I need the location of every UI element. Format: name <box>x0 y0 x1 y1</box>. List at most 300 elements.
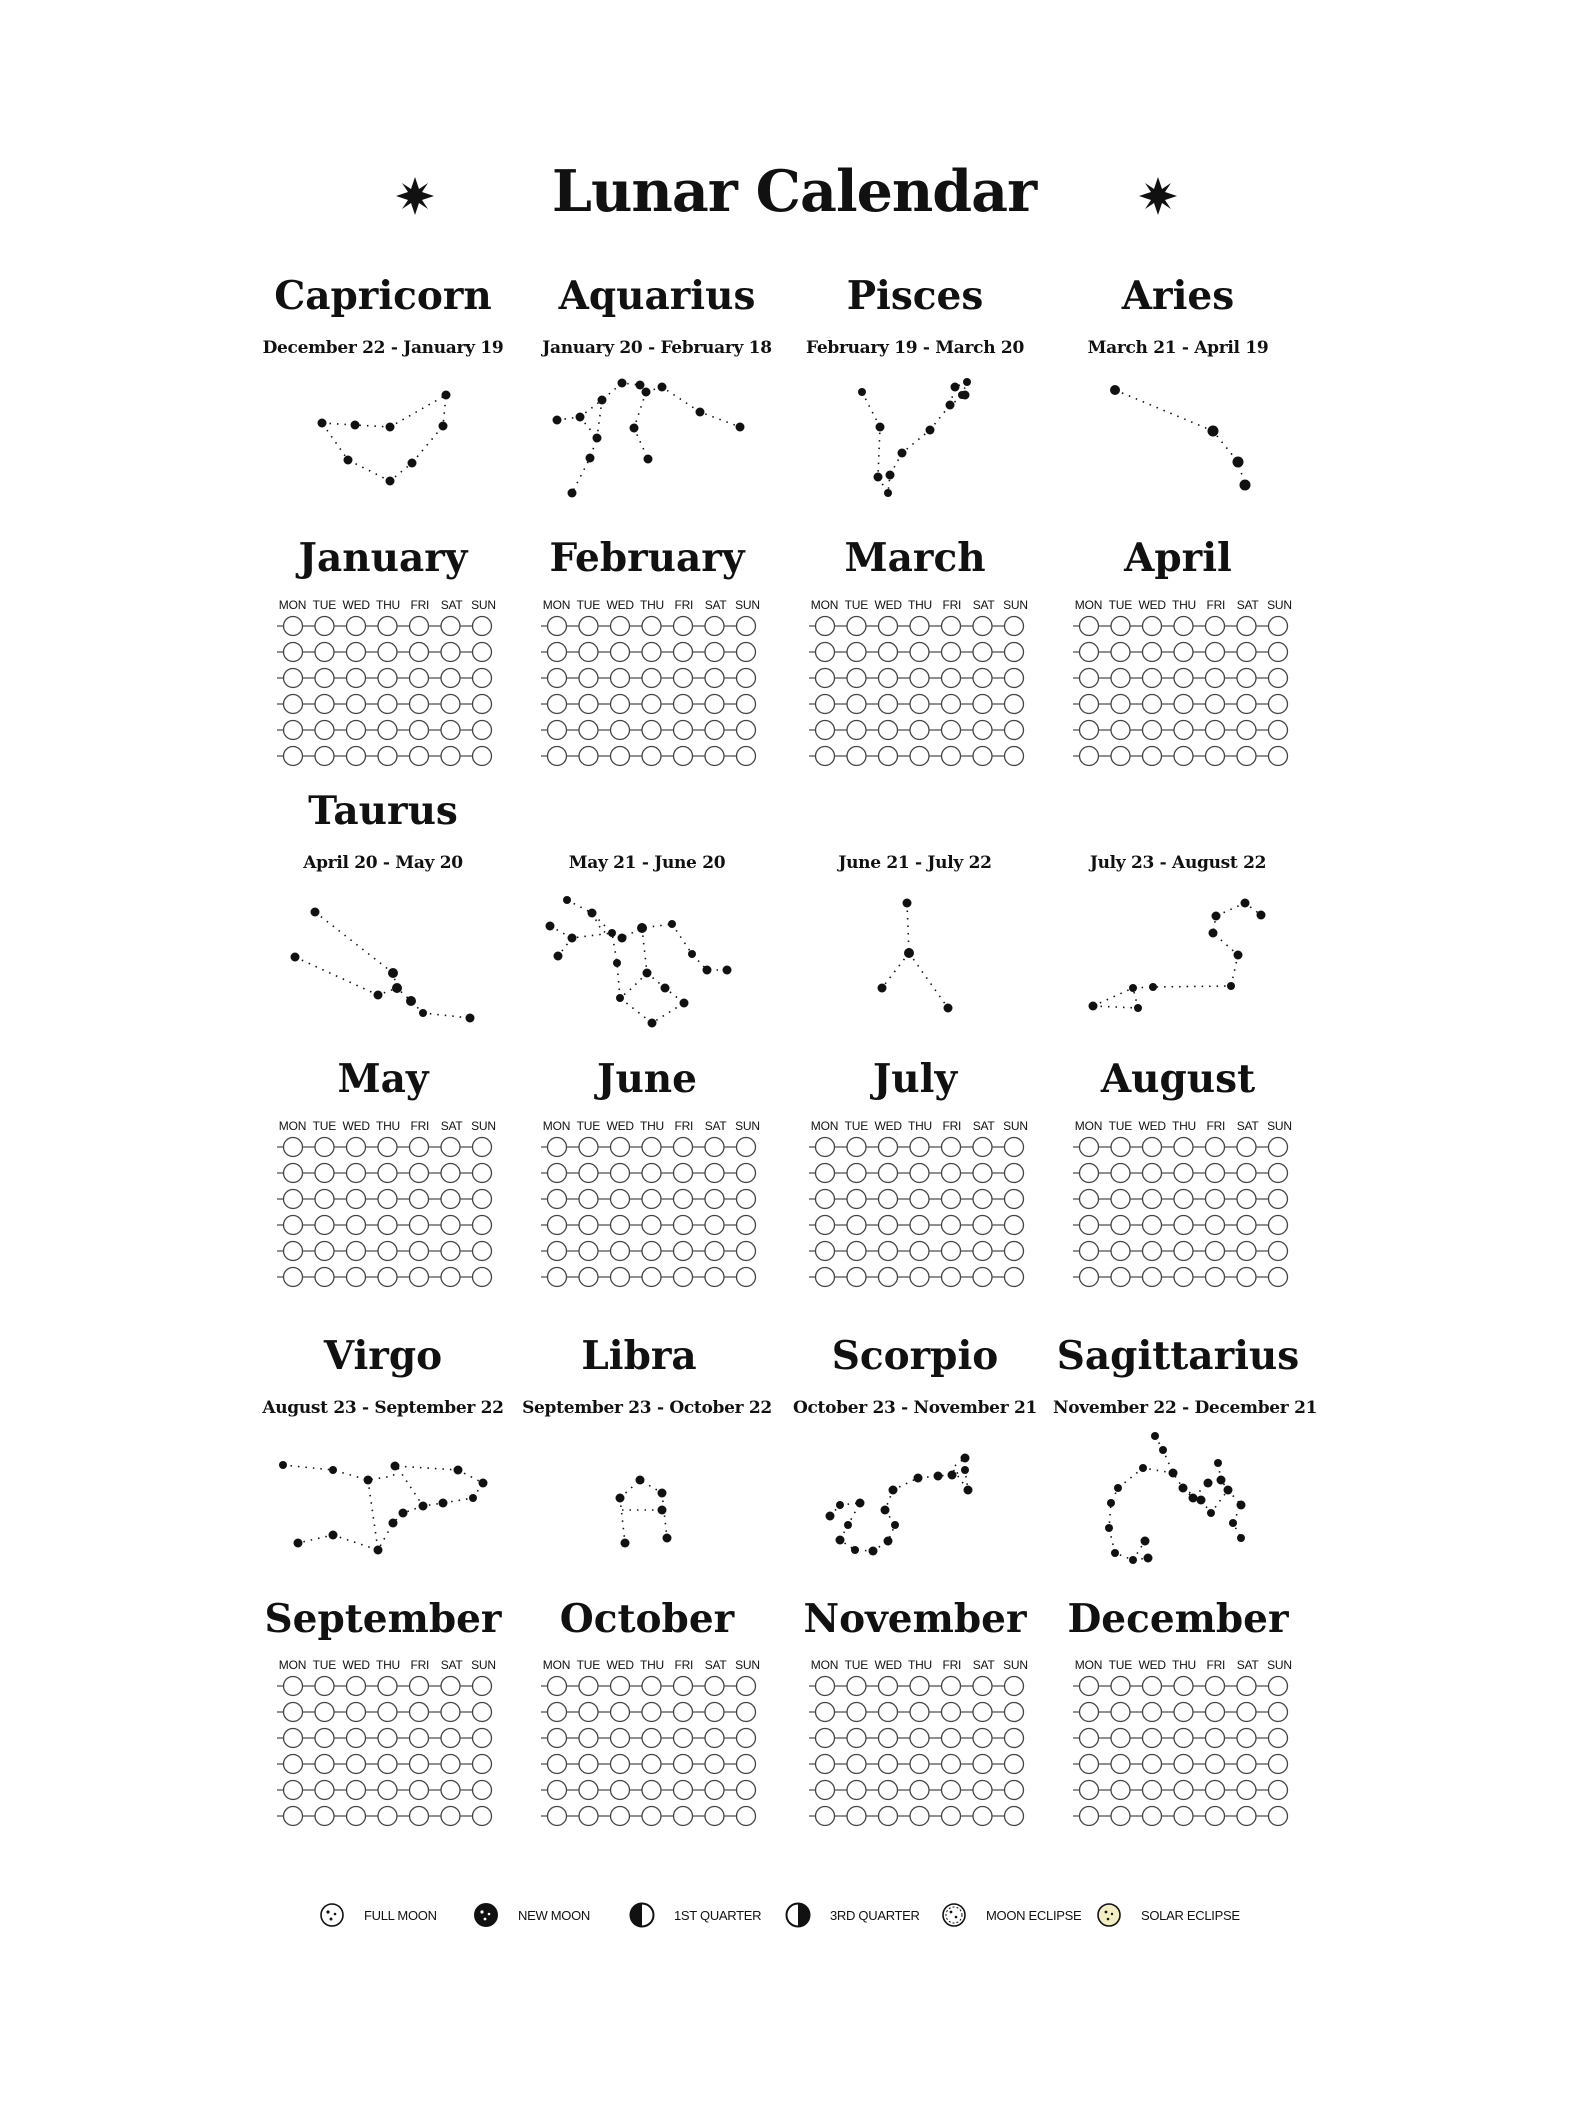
day-circle[interactable] <box>674 1755 693 1774</box>
day-circle[interactable] <box>1237 1807 1256 1826</box>
day-circle[interactable] <box>1206 643 1225 662</box>
day-circle[interactable] <box>816 1268 835 1287</box>
day-circle[interactable] <box>910 643 929 662</box>
day-circle[interactable] <box>473 669 492 688</box>
day-circle[interactable] <box>705 1242 724 1261</box>
day-circle[interactable] <box>611 643 630 662</box>
day-circle[interactable] <box>347 617 366 636</box>
day-circle[interactable] <box>674 1216 693 1235</box>
day-circle[interactable] <box>611 1677 630 1696</box>
day-circle[interactable] <box>284 643 303 662</box>
day-circle[interactable] <box>1269 1216 1288 1235</box>
day-circle[interactable] <box>347 1807 366 1826</box>
day-circle[interactable] <box>1111 1729 1130 1748</box>
day-circle[interactable] <box>441 1268 460 1287</box>
day-circle[interactable] <box>579 1729 598 1748</box>
day-circle[interactable] <box>705 1807 724 1826</box>
day-circle[interactable] <box>548 1138 567 1157</box>
day-circle[interactable] <box>1005 721 1024 740</box>
day-circle[interactable] <box>1237 1729 1256 1748</box>
day-circle-grid[interactable] <box>541 614 763 774</box>
day-circle[interactable] <box>284 1677 303 1696</box>
day-circle[interactable] <box>942 695 961 714</box>
day-circle[interactable] <box>1080 1781 1099 1800</box>
day-circle[interactable] <box>816 1781 835 1800</box>
day-circle[interactable] <box>611 1729 630 1748</box>
day-circle[interactable] <box>1111 643 1130 662</box>
day-circle[interactable] <box>1143 1138 1162 1157</box>
day-circle[interactable] <box>973 1755 992 1774</box>
day-circle[interactable] <box>879 1781 898 1800</box>
day-circle[interactable] <box>910 1268 929 1287</box>
day-circle[interactable] <box>473 617 492 636</box>
day-circle[interactable] <box>1143 643 1162 662</box>
day-circle[interactable] <box>674 721 693 740</box>
day-circle[interactable] <box>973 1216 992 1235</box>
day-circle[interactable] <box>910 1216 929 1235</box>
day-circle[interactable] <box>1111 1755 1130 1774</box>
day-circle[interactable] <box>410 1268 429 1287</box>
day-circle[interactable] <box>378 669 397 688</box>
day-circle[interactable] <box>548 1677 567 1696</box>
day-circle[interactable] <box>816 747 835 766</box>
day-circle[interactable] <box>1111 721 1130 740</box>
day-circle[interactable] <box>410 1164 429 1183</box>
day-circle[interactable] <box>378 1190 397 1209</box>
day-circle[interactable] <box>1206 1216 1225 1235</box>
day-circle[interactable] <box>1005 1781 1024 1800</box>
day-circle[interactable] <box>1206 1703 1225 1722</box>
day-circle-grid[interactable] <box>277 1135 499 1295</box>
day-circle[interactable] <box>1174 643 1193 662</box>
day-circle-grid[interactable] <box>277 1674 499 1834</box>
day-circle[interactable] <box>548 1268 567 1287</box>
day-circle[interactable] <box>1005 1138 1024 1157</box>
day-circle[interactable] <box>611 1164 630 1183</box>
day-circle[interactable] <box>315 1729 334 1748</box>
day-circle[interactable] <box>816 1703 835 1722</box>
day-circle[interactable] <box>1080 695 1099 714</box>
day-circle[interactable] <box>347 1216 366 1235</box>
day-circle[interactable] <box>942 1729 961 1748</box>
day-circle[interactable] <box>879 747 898 766</box>
day-circle[interactable] <box>642 1729 661 1748</box>
day-circle[interactable] <box>1143 1729 1162 1748</box>
day-circle[interactable] <box>1237 721 1256 740</box>
day-circle[interactable] <box>1111 695 1130 714</box>
day-circle[interactable] <box>847 1138 866 1157</box>
day-circle[interactable] <box>642 1164 661 1183</box>
day-circle[interactable] <box>642 1190 661 1209</box>
day-circle[interactable] <box>879 1268 898 1287</box>
day-circle[interactable] <box>1174 1807 1193 1826</box>
day-circle[interactable] <box>1080 1138 1099 1157</box>
day-circle[interactable] <box>284 1755 303 1774</box>
day-circle[interactable] <box>1005 1807 1024 1826</box>
day-circle[interactable] <box>1111 1190 1130 1209</box>
day-circle[interactable] <box>816 1807 835 1826</box>
day-circle[interactable] <box>284 1216 303 1235</box>
day-circle[interactable] <box>1269 1781 1288 1800</box>
day-circle[interactable] <box>579 669 598 688</box>
day-circle[interactable] <box>1005 1729 1024 1748</box>
day-circle[interactable] <box>737 1216 756 1235</box>
day-circle[interactable] <box>378 721 397 740</box>
day-circle[interactable] <box>284 1164 303 1183</box>
day-circle[interactable] <box>674 617 693 636</box>
day-circle[interactable] <box>548 1216 567 1235</box>
day-circle[interactable] <box>910 1755 929 1774</box>
day-circle-grid[interactable] <box>541 1135 763 1295</box>
day-circle[interactable] <box>674 1164 693 1183</box>
day-circle[interactable] <box>1237 643 1256 662</box>
day-circle[interactable] <box>1174 1190 1193 1209</box>
day-circle[interactable] <box>1111 747 1130 766</box>
day-circle[interactable] <box>284 1190 303 1209</box>
day-circle[interactable] <box>973 1781 992 1800</box>
day-circle[interactable] <box>1005 695 1024 714</box>
day-circle[interactable] <box>1174 617 1193 636</box>
day-circle[interactable] <box>473 643 492 662</box>
day-circle[interactable] <box>1206 1190 1225 1209</box>
day-circle[interactable] <box>705 695 724 714</box>
day-circle[interactable] <box>1206 721 1225 740</box>
day-circle[interactable] <box>410 1703 429 1722</box>
day-circle[interactable] <box>1080 1703 1099 1722</box>
day-circle[interactable] <box>1174 1755 1193 1774</box>
day-circle[interactable] <box>847 643 866 662</box>
day-circle[interactable] <box>441 1190 460 1209</box>
day-circle[interactable] <box>611 1703 630 1722</box>
day-circle[interactable] <box>315 1703 334 1722</box>
day-circle[interactable] <box>642 747 661 766</box>
day-circle[interactable] <box>473 1190 492 1209</box>
day-circle[interactable] <box>1080 643 1099 662</box>
day-circle[interactable] <box>548 1729 567 1748</box>
day-circle[interactable] <box>611 1807 630 1826</box>
day-circle[interactable] <box>1111 1268 1130 1287</box>
day-circle[interactable] <box>284 1268 303 1287</box>
day-circle[interactable] <box>315 669 334 688</box>
day-circle[interactable] <box>473 1242 492 1261</box>
day-circle[interactable] <box>410 1807 429 1826</box>
day-circle[interactable] <box>642 1677 661 1696</box>
day-circle[interactable] <box>1206 1138 1225 1157</box>
day-circle[interactable] <box>879 1729 898 1748</box>
day-circle[interactable] <box>473 695 492 714</box>
day-circle[interactable] <box>879 1807 898 1826</box>
day-circle-grid[interactable] <box>809 614 1031 774</box>
day-circle[interactable] <box>1206 1807 1225 1826</box>
day-circle[interactable] <box>1143 1677 1162 1696</box>
day-circle[interactable] <box>973 669 992 688</box>
day-circle[interactable] <box>378 617 397 636</box>
day-circle[interactable] <box>642 1216 661 1235</box>
day-circle[interactable] <box>347 1781 366 1800</box>
day-circle[interactable] <box>1080 1190 1099 1209</box>
day-circle[interactable] <box>473 1781 492 1800</box>
day-circle[interactable] <box>1269 1190 1288 1209</box>
day-circle[interactable] <box>1269 1807 1288 1826</box>
day-circle[interactable] <box>473 1268 492 1287</box>
day-circle[interactable] <box>879 643 898 662</box>
day-circle[interactable] <box>847 1190 866 1209</box>
day-circle[interactable] <box>847 747 866 766</box>
day-circle[interactable] <box>1005 1216 1024 1235</box>
day-circle[interactable] <box>378 1703 397 1722</box>
day-circle[interactable] <box>705 1729 724 1748</box>
day-circle[interactable] <box>441 1138 460 1157</box>
day-circle[interactable] <box>441 617 460 636</box>
day-circle[interactable] <box>1269 721 1288 740</box>
day-circle[interactable] <box>378 1807 397 1826</box>
day-circle[interactable] <box>1143 1242 1162 1261</box>
day-circle[interactable] <box>879 695 898 714</box>
day-circle[interactable] <box>1080 617 1099 636</box>
day-circle[interactable] <box>973 617 992 636</box>
day-circle-grid[interactable] <box>541 1674 763 1834</box>
day-circle[interactable] <box>347 1703 366 1722</box>
day-circle[interactable] <box>347 643 366 662</box>
day-circle[interactable] <box>347 1755 366 1774</box>
day-circle[interactable] <box>1269 1268 1288 1287</box>
day-circle[interactable] <box>284 747 303 766</box>
day-circle[interactable] <box>441 747 460 766</box>
day-circle[interactable] <box>910 1138 929 1157</box>
day-circle[interactable] <box>378 1138 397 1157</box>
day-circle[interactable] <box>347 1268 366 1287</box>
day-circle[interactable] <box>816 669 835 688</box>
day-circle[interactable] <box>879 669 898 688</box>
day-circle[interactable] <box>410 695 429 714</box>
day-circle[interactable] <box>1269 695 1288 714</box>
day-circle[interactable] <box>879 1703 898 1722</box>
day-circle[interactable] <box>378 1755 397 1774</box>
day-circle[interactable] <box>1080 1729 1099 1748</box>
day-circle[interactable] <box>378 1268 397 1287</box>
day-circle[interactable] <box>548 1164 567 1183</box>
day-circle[interactable] <box>611 1242 630 1261</box>
day-circle[interactable] <box>548 1781 567 1800</box>
day-circle[interactable] <box>410 617 429 636</box>
day-circle[interactable] <box>378 1216 397 1235</box>
day-circle[interactable] <box>942 1755 961 1774</box>
day-circle[interactable] <box>611 1216 630 1235</box>
day-circle[interactable] <box>1174 721 1193 740</box>
day-circle[interactable] <box>816 1190 835 1209</box>
day-circle[interactable] <box>973 1268 992 1287</box>
day-circle[interactable] <box>315 1190 334 1209</box>
day-circle[interactable] <box>910 1242 929 1261</box>
day-circle[interactable] <box>1237 1268 1256 1287</box>
day-circle[interactable] <box>1111 617 1130 636</box>
day-circle[interactable] <box>347 1729 366 1748</box>
day-circle[interactable] <box>879 1216 898 1235</box>
day-circle[interactable] <box>473 721 492 740</box>
day-circle[interactable] <box>378 1729 397 1748</box>
day-circle[interactable] <box>441 1677 460 1696</box>
day-circle[interactable] <box>441 1703 460 1722</box>
day-circle[interactable] <box>674 1703 693 1722</box>
day-circle[interactable] <box>579 1242 598 1261</box>
day-circle[interactable] <box>973 721 992 740</box>
day-circle[interactable] <box>674 1268 693 1287</box>
day-circle[interactable] <box>579 617 598 636</box>
day-circle[interactable] <box>737 695 756 714</box>
day-circle[interactable] <box>642 1703 661 1722</box>
day-circle[interactable] <box>1174 669 1193 688</box>
day-circle[interactable] <box>1080 1164 1099 1183</box>
day-circle[interactable] <box>1005 1703 1024 1722</box>
day-circle[interactable] <box>611 669 630 688</box>
day-circle[interactable] <box>942 1190 961 1209</box>
day-circle[interactable] <box>705 1755 724 1774</box>
day-circle[interactable] <box>378 643 397 662</box>
day-circle[interactable] <box>942 643 961 662</box>
day-circle[interactable] <box>284 695 303 714</box>
day-circle[interactable] <box>674 1781 693 1800</box>
day-circle[interactable] <box>1080 669 1099 688</box>
day-circle[interactable] <box>1143 1190 1162 1209</box>
day-circle[interactable] <box>1237 617 1256 636</box>
day-circle[interactable] <box>1111 1242 1130 1261</box>
day-circle[interactable] <box>737 1729 756 1748</box>
day-circle[interactable] <box>284 1242 303 1261</box>
day-circle[interactable] <box>473 1755 492 1774</box>
day-circle[interactable] <box>378 747 397 766</box>
day-circle[interactable] <box>1206 1755 1225 1774</box>
day-circle[interactable] <box>1174 695 1193 714</box>
day-circle[interactable] <box>642 1781 661 1800</box>
day-circle[interactable] <box>816 721 835 740</box>
day-circle[interactable] <box>816 1138 835 1157</box>
day-circle[interactable] <box>910 721 929 740</box>
day-circle[interactable] <box>1174 1242 1193 1261</box>
day-circle[interactable] <box>378 1677 397 1696</box>
day-circle[interactable] <box>816 643 835 662</box>
day-circle[interactable] <box>847 695 866 714</box>
day-circle[interactable] <box>1174 1703 1193 1722</box>
day-circle[interactable] <box>973 1703 992 1722</box>
day-circle[interactable] <box>1111 1138 1130 1157</box>
day-circle[interactable] <box>816 1242 835 1261</box>
day-circle[interactable] <box>473 1216 492 1235</box>
day-circle[interactable] <box>910 1677 929 1696</box>
day-circle[interactable] <box>410 747 429 766</box>
day-circle[interactable] <box>973 1807 992 1826</box>
day-circle[interactable] <box>1111 1781 1130 1800</box>
day-circle[interactable] <box>737 617 756 636</box>
day-circle[interactable] <box>1237 1677 1256 1696</box>
day-circle[interactable] <box>1237 1242 1256 1261</box>
day-circle[interactable] <box>1005 669 1024 688</box>
day-circle[interactable] <box>1206 1242 1225 1261</box>
day-circle[interactable] <box>473 1164 492 1183</box>
day-circle[interactable] <box>705 1268 724 1287</box>
day-circle[interactable] <box>284 669 303 688</box>
day-circle[interactable] <box>410 1190 429 1209</box>
day-circle[interactable] <box>284 1138 303 1157</box>
day-circle[interactable] <box>611 1268 630 1287</box>
day-circle[interactable] <box>579 1138 598 1157</box>
day-circle[interactable] <box>910 1190 929 1209</box>
day-circle[interactable] <box>441 1216 460 1235</box>
day-circle[interactable] <box>579 1807 598 1826</box>
day-circle[interactable] <box>737 669 756 688</box>
day-circle[interactable] <box>347 721 366 740</box>
day-circle[interactable] <box>410 1242 429 1261</box>
day-circle[interactable] <box>1111 669 1130 688</box>
day-circle[interactable] <box>441 1242 460 1261</box>
day-circle[interactable] <box>674 1242 693 1261</box>
day-circle[interactable] <box>548 747 567 766</box>
day-circle[interactable] <box>1174 1781 1193 1800</box>
day-circle[interactable] <box>910 695 929 714</box>
day-circle[interactable] <box>1005 1677 1024 1696</box>
day-circle[interactable] <box>1080 721 1099 740</box>
day-circle[interactable] <box>347 1190 366 1209</box>
day-circle[interactable] <box>847 1268 866 1287</box>
day-circle[interactable] <box>879 721 898 740</box>
day-circle[interactable] <box>1080 1268 1099 1287</box>
day-circle[interactable] <box>1269 617 1288 636</box>
day-circle[interactable] <box>579 1703 598 1722</box>
day-circle[interactable] <box>1005 1755 1024 1774</box>
day-circle[interactable] <box>548 1190 567 1209</box>
day-circle[interactable] <box>315 1268 334 1287</box>
day-circle[interactable] <box>1206 695 1225 714</box>
day-circle[interactable] <box>847 617 866 636</box>
day-circle[interactable] <box>737 1807 756 1826</box>
day-circle[interactable] <box>284 721 303 740</box>
day-circle[interactable] <box>705 643 724 662</box>
day-circle[interactable] <box>1269 643 1288 662</box>
day-circle[interactable] <box>347 695 366 714</box>
day-circle[interactable] <box>378 695 397 714</box>
day-circle[interactable] <box>579 747 598 766</box>
day-circle[interactable] <box>942 1677 961 1696</box>
day-circle[interactable] <box>548 695 567 714</box>
day-circle[interactable] <box>942 617 961 636</box>
day-circle[interactable] <box>548 669 567 688</box>
day-circle[interactable] <box>1174 1729 1193 1748</box>
day-circle[interactable] <box>1237 1190 1256 1209</box>
day-circle[interactable] <box>347 1677 366 1696</box>
day-circle[interactable] <box>548 721 567 740</box>
day-circle[interactable] <box>674 669 693 688</box>
day-circle[interactable] <box>942 1216 961 1235</box>
day-circle[interactable] <box>1143 669 1162 688</box>
day-circle[interactable] <box>910 1164 929 1183</box>
day-circle[interactable] <box>1269 1755 1288 1774</box>
day-circle[interactable] <box>973 1242 992 1261</box>
day-circle[interactable] <box>548 1703 567 1722</box>
day-circle[interactable] <box>1206 1164 1225 1183</box>
day-circle[interactable] <box>1143 1164 1162 1183</box>
day-circle[interactable] <box>1143 1755 1162 1774</box>
day-circle[interactable] <box>1005 643 1024 662</box>
day-circle[interactable] <box>847 1677 866 1696</box>
day-circle[interactable] <box>410 1729 429 1748</box>
day-circle[interactable] <box>1237 1781 1256 1800</box>
day-circle[interactable] <box>441 695 460 714</box>
day-circle[interactable] <box>705 1190 724 1209</box>
day-circle[interactable] <box>1237 1703 1256 1722</box>
day-circle[interactable] <box>1111 1807 1130 1826</box>
day-circle[interactable] <box>410 1216 429 1235</box>
day-circle[interactable] <box>441 721 460 740</box>
day-circle[interactable] <box>942 1242 961 1261</box>
